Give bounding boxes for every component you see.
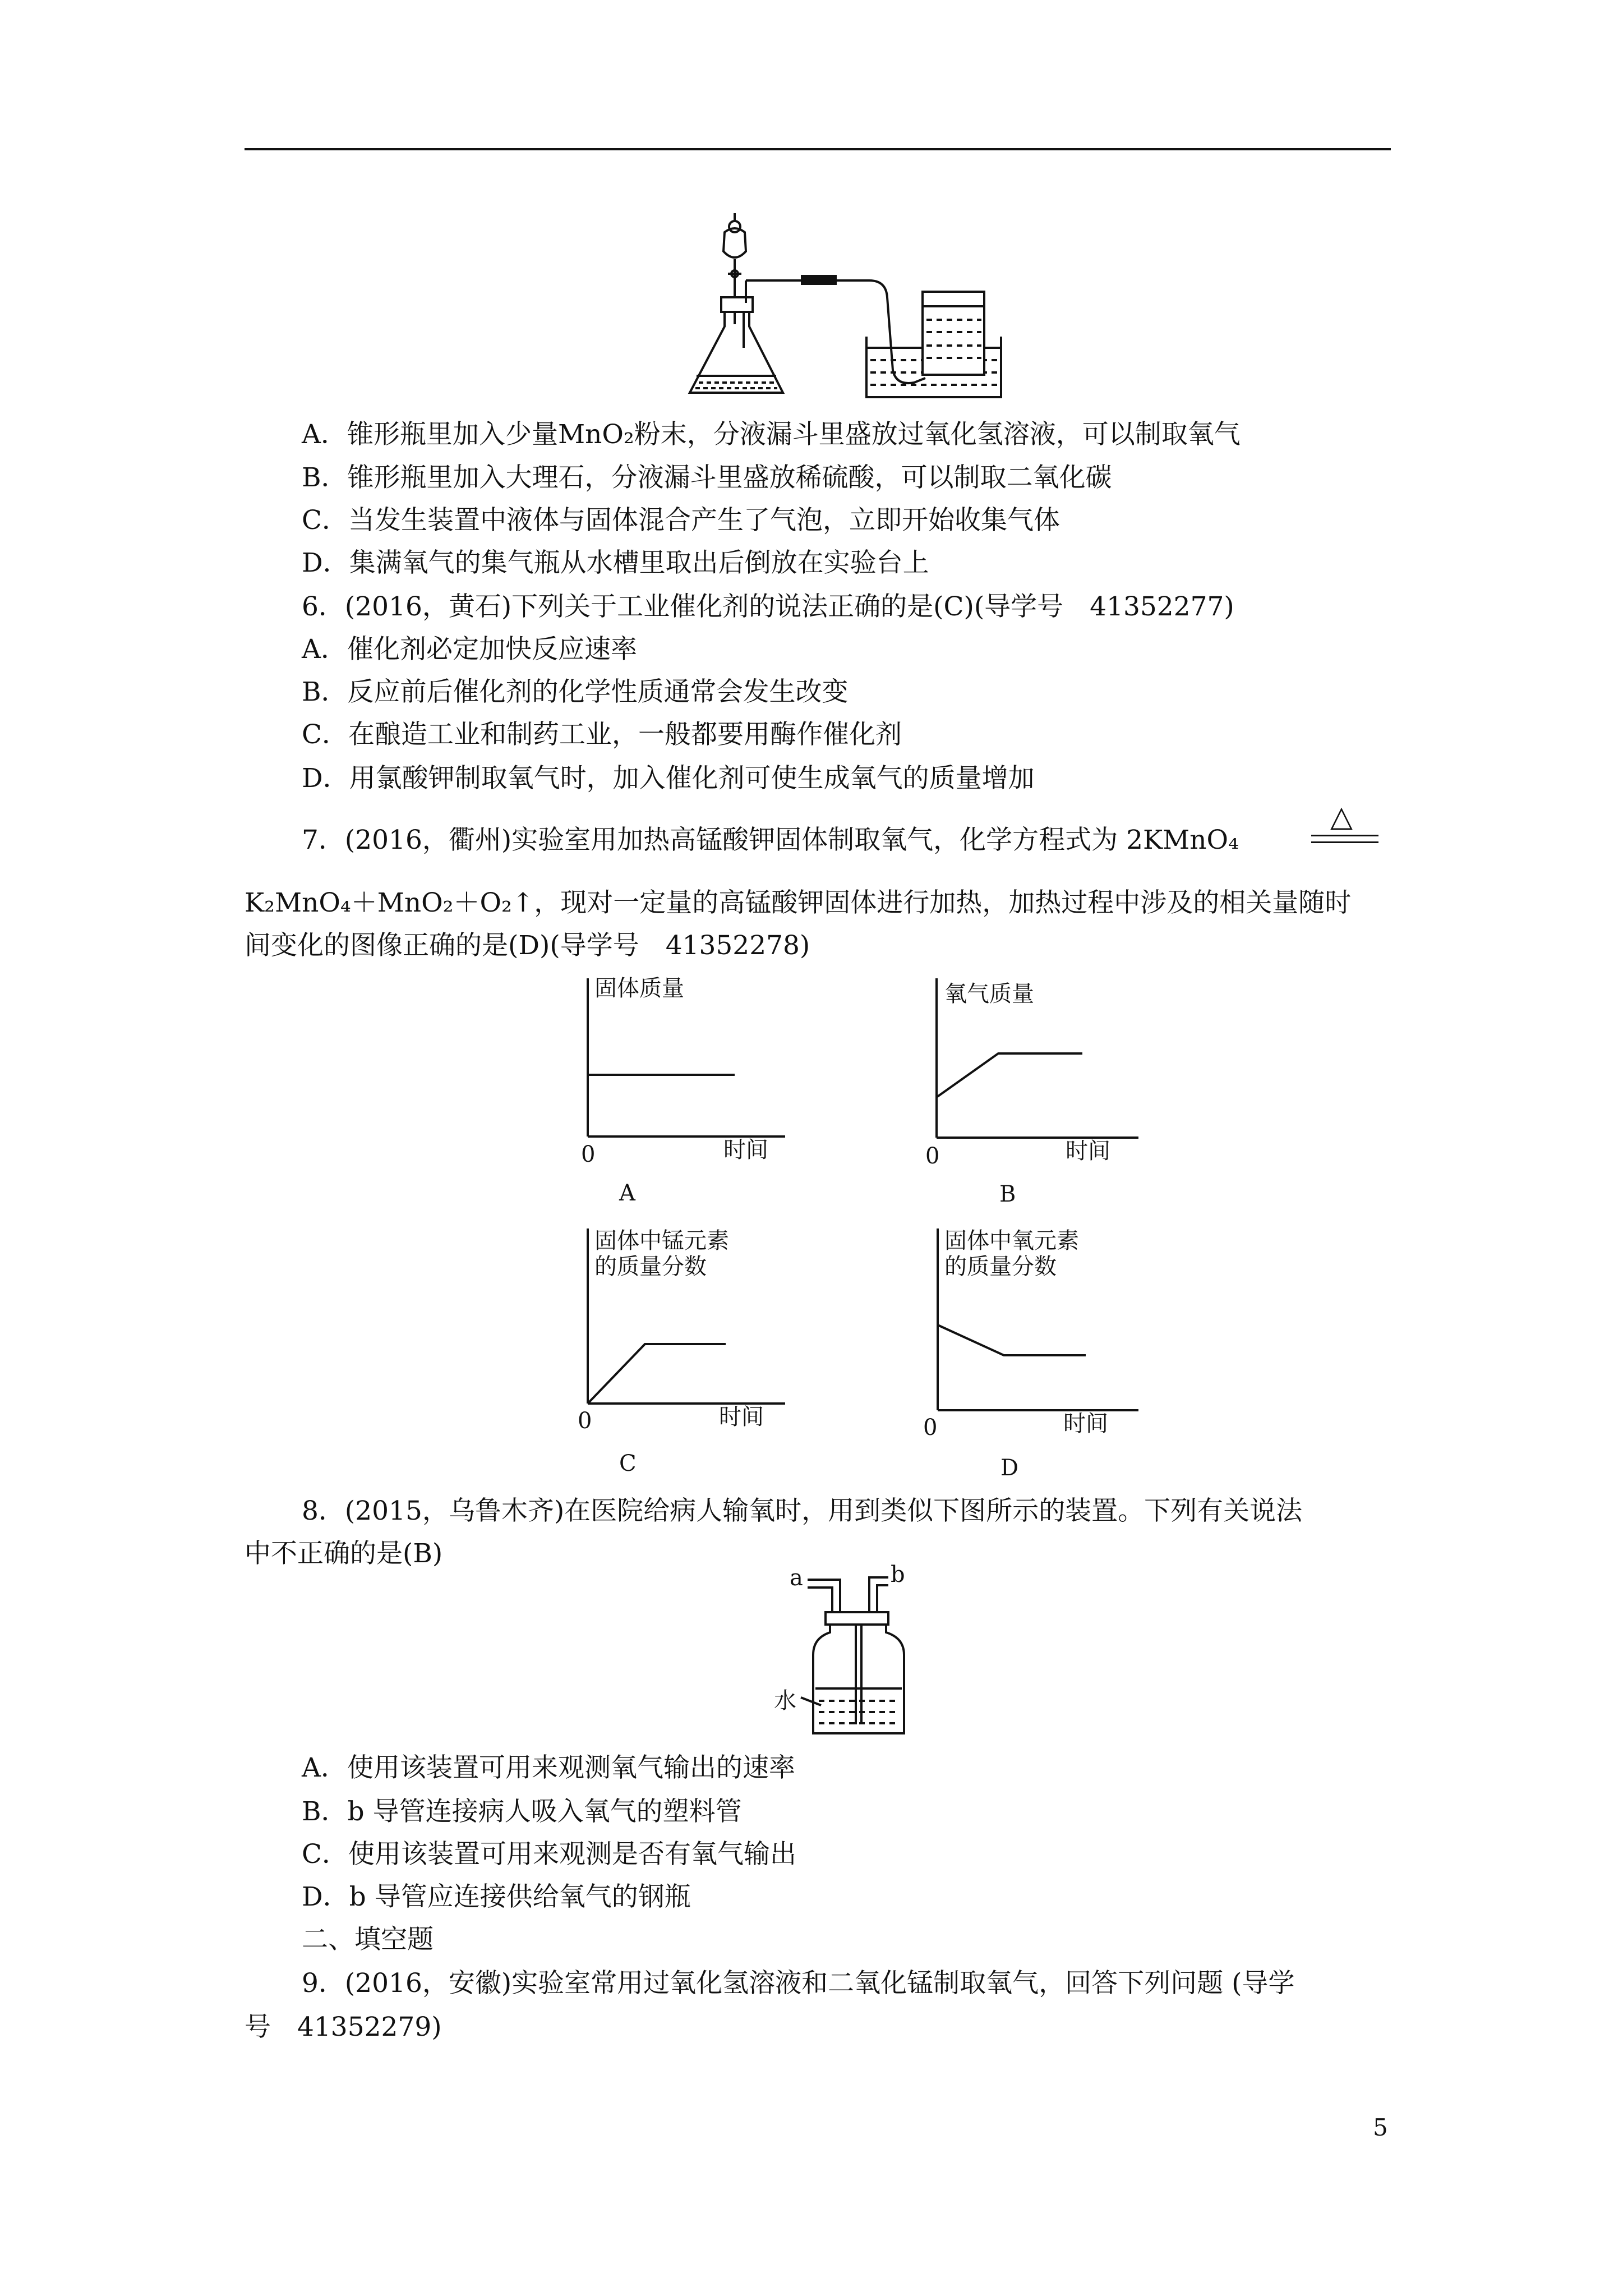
section-heading-fill-in: 二、填空题	[302, 1924, 434, 1955]
q7-stem-line3: 间变化的图像正确的是(D)(导学号 41352278)	[245, 930, 810, 961]
page-number: 5	[1373, 2114, 1388, 2141]
q5-option-c: C．当发生装置中液体与固体混合产生了气泡，立即开始收集气体	[302, 505, 1060, 536]
graph-d-xlabel: 时间	[1063, 1411, 1108, 1437]
graph-c-xlabel: 时间	[719, 1404, 764, 1430]
graph-c-letter: C	[619, 1451, 637, 1476]
wash-bottle-figure	[774, 1562, 953, 1745]
graph-d-letter: D	[1000, 1455, 1019, 1481]
graph-a-origin: 0	[581, 1142, 596, 1167]
graph-d	[914, 1223, 1150, 1481]
q6-stem: 6．(2016，黄石)下列关于工业催化剂的说法正确的是(C)(导学号 41352277)	[302, 591, 1234, 622]
graph-c	[561, 1223, 796, 1481]
q7-stem-line1: 7．(2016，衢州)实验室用加热高锰酸钾固体制取氧气，化学方程式为 2KMnO₄	[302, 825, 1239, 855]
q7-stem-line2: K₂MnO₄＋MnO₂＋O₂↑，现对一定量的高锰酸钾固体进行加热，加热过程中涉及的相关量随时	[245, 887, 1352, 918]
q5-option-d: D．集满氧气的集气瓶从水槽里取出后倒放在实验台上	[302, 547, 929, 578]
graph-b	[914, 970, 1150, 1217]
q7-equation-condition	[1311, 802, 1378, 847]
graph-a	[561, 970, 796, 1217]
q8-option-a: A．使用该装置可用来观测氧气输出的速率	[302, 1752, 795, 1783]
tube-label-b: b	[891, 1562, 905, 1588]
graph-a-xlabel: 时间	[723, 1137, 768, 1163]
q6-option-a: A．催化剂必定加快反应速率	[302, 634, 637, 665]
q9-stem-line1: 9．(2016，安徽)实验室常用过氧化氢溶液和二氧化锰制取氧气，回答下列问题 (导学	[302, 1968, 1295, 1999]
q6-option-b: B．反应前后催化剂的化学性质通常会发生改变	[302, 677, 849, 707]
equals-bar-top	[1311, 835, 1378, 836]
q8-stem-line2: 中不正确的是(B)	[245, 1538, 443, 1569]
q8-option-b: B．b 导管连接病人吸入氧气的塑料管	[302, 1796, 742, 1827]
tube-label-a: a	[790, 1565, 803, 1591]
wash-bottle-drawing	[774, 1565, 953, 1745]
graph-b-xlabel: 时间	[1066, 1138, 1110, 1164]
q8-stem-line1: 8．(2015，乌鲁木齐)在医院给病人输氧时，用到类似下图所示的装置。下列有关说法	[302, 1496, 1303, 1526]
graph-b-letter: B	[999, 1181, 1016, 1207]
graph-b-origin: 0	[925, 1143, 940, 1169]
q9-stem-line2: 号 41352279)	[245, 2012, 442, 2042]
graph-d-ylabel-line1: 固体中氧元素	[944, 1228, 1079, 1254]
water-label: 水	[774, 1688, 796, 1714]
graph-c-ylabel-line1: 固体中锰元素	[594, 1228, 729, 1254]
graph-c-ylabel-line2: 的质量分数	[594, 1254, 707, 1280]
q8-option-d: D．b 导管应连接供给氧气的钢瓶	[302, 1881, 691, 1912]
graph-d-ylabel-line2: 的质量分数	[944, 1254, 1057, 1280]
q5-option-a: A．锥形瓶里加入少量MnO₂粉末，分液漏斗里盛放过氧化氢溶液，可以制取氧气	[302, 419, 1241, 450]
delta-symbol: △	[1330, 800, 1353, 834]
graph-d-origin: 0	[923, 1415, 938, 1441]
q6-option-d: D．用氯酸钾制取氧气时，加入催化剂可使生成氧气的质量增加	[302, 763, 1035, 794]
q8-option-c: C．使用该装置可用来观测是否有氧气输出	[302, 1839, 796, 1870]
equals-bar-bottom	[1311, 841, 1378, 843]
graph-a-letter: A	[619, 1180, 635, 1206]
header-rule	[245, 148, 1391, 150]
graph-a-ylabel: 固体质量	[594, 976, 684, 1001]
q5-option-b: B．锥形瓶里加入大理石，分液漏斗里盛放稀硫酸，可以制取二氧化碳	[302, 462, 1112, 493]
graph-c-origin: 0	[578, 1408, 592, 1434]
graph-b-ylabel: 氧气质量	[944, 981, 1034, 1007]
gas-generation-apparatus-figure	[662, 208, 1009, 409]
q6-option-c: C．在酿造工业和制药工业，一般都要用酶作催化剂	[302, 719, 902, 750]
